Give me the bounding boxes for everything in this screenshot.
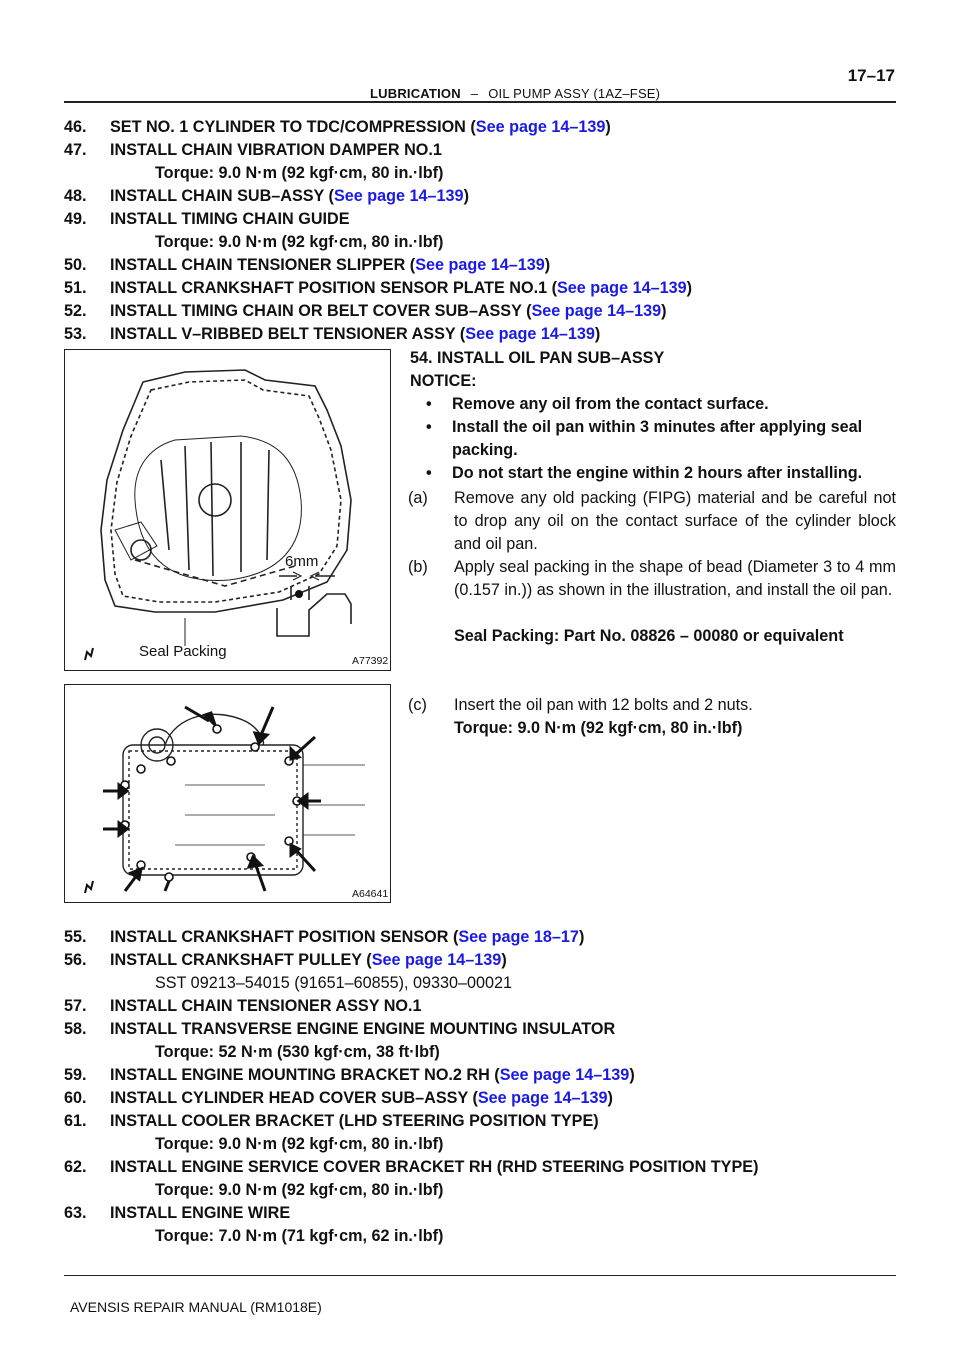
- step-63: 63. INSTALL ENGINE WIRE: [64, 1204, 291, 1222]
- see-page-link[interactable]: See page 14–139: [415, 256, 545, 274]
- notice-bullet-2: • Install the oil pan within 3 minutes after applying seal packing.: [426, 418, 863, 459]
- step-54-b: (b) Apply seal packing in the shape of bead (Diameter 3 to 4 mm (0.157 in.)) as shown in the illustration, and install the oil pan.: [408, 558, 896, 599]
- sst-56: SST 09213–54015 (91651–60855), 09330–00021: [155, 974, 513, 992]
- step-54-title: 54. INSTALL OIL PAN SUB–ASSY: [410, 349, 665, 367]
- figure-oil-pan-seal: [64, 349, 391, 671]
- torque-49: Torque: 9.0 N·m (92 kgf·cm, 80 in.·lbf): [155, 233, 444, 251]
- figure2-code: A64641: [352, 888, 389, 900]
- torque-62: Torque: 9.0 N·m (92 kgf·cm, 80 in.·lbf): [155, 1181, 444, 1199]
- see-page-link[interactable]: See page 14–139: [477, 1089, 608, 1107]
- oil-pan-bolts-diagram: [65, 685, 390, 902]
- see-page-link[interactable]: See page 14–139: [333, 187, 464, 205]
- step-52: 52. INSTALL TIMING CHAIN OR BELT COVER SUB–ASSY (See page 14–139): [64, 302, 667, 320]
- step-55: 55. INSTALL CRANKSHAFT POSITION SENSOR (See page 18–17): [64, 928, 585, 946]
- step-58: 58. INSTALL TRANSVERSE ENGINE ENGINE MOUNTING INSULATOR: [64, 1020, 616, 1038]
- step-54-a: (a) Remove any old packing (FIPG) material and be careful not to drop any oil on the contact surface of the cylinder block and oil pan.: [408, 489, 896, 553]
- seal-packing-spec: Seal Packing: Part No. 08826 – 00080 or equivalent: [454, 627, 844, 645]
- step-61: 61. INSTALL COOLER BRACKET (LHD STEERING POSITION TYPE): [64, 1112, 599, 1130]
- torque-54-c: Torque: 9.0 N·m (92 kgf·cm, 80 in.·lbf): [454, 719, 743, 737]
- step-59: 59. INSTALL ENGINE MOUNTING BRACKET NO.2 RH (See page 14–139): [64, 1066, 635, 1084]
- header-subtitle: OIL PUMP ASSY (1AZ–FSE): [488, 86, 661, 101]
- header-section: LUBRICATION: [370, 86, 461, 101]
- step-53: 53. INSTALL V–RIBBED BELT TENSIONER ASSY (See page 14–139): [64, 325, 601, 343]
- torque-63: Torque: 7.0 N·m (71 kgf·cm, 62 in.·lbf): [155, 1227, 444, 1245]
- notice-label: NOTICE:: [410, 372, 477, 390]
- page-number: 17–17: [847, 66, 895, 85]
- torque-58: Torque: 52 N·m (530 kgf·cm, 38 ft·lbf): [155, 1043, 440, 1061]
- step-48: 48. INSTALL CHAIN SUB–ASSY (See page 14–139): [64, 187, 469, 205]
- step-62: 62. INSTALL ENGINE SERVICE COVER BRACKET RH (RHD STEERING POSITION TYPE): [64, 1158, 759, 1176]
- step-47: 47. INSTALL CHAIN VIBRATION DAMPER NO.1: [64, 141, 442, 159]
- step-56: 56. INSTALL CRANKSHAFT PULLEY (See page 14–139): [64, 951, 507, 969]
- header-rule: [64, 101, 896, 103]
- see-page-link[interactable]: See page 18–17: [458, 928, 579, 946]
- notice-bullet-3: • Do not start the engine within 2 hours after installing.: [426, 464, 863, 482]
- see-page-link[interactable]: See page 14–139: [531, 302, 662, 320]
- see-page-link[interactable]: See page 14–139: [371, 951, 502, 969]
- torque-47: Torque: 9.0 N·m (92 kgf·cm, 80 in.·lbf): [155, 164, 444, 182]
- header-separator: –: [470, 86, 479, 101]
- step-50: 50. INSTALL CHAIN TENSIONER SLIPPER (See page 14–139): [64, 256, 551, 274]
- see-page-link[interactable]: See page 14–139: [499, 1066, 630, 1084]
- notice-bullet-1: • Remove any oil from the contact surface.: [426, 395, 769, 413]
- step-49: 49. INSTALL TIMING CHAIN GUIDE: [64, 210, 350, 228]
- footer-text: AVENSIS REPAIR MANUAL (RM1018E): [70, 1299, 322, 1315]
- step-51: 51. INSTALL CRANKSHAFT POSITION SENSOR PLATE NO.1 (See page 14–139): [64, 279, 692, 297]
- figure1-code: A77392: [352, 655, 389, 667]
- footer-rule: [64, 1275, 896, 1276]
- header-title: [370, 86, 660, 101]
- see-page-link[interactable]: See page 14–139: [475, 118, 606, 136]
- step-60: 60. INSTALL CYLINDER HEAD COVER SUB–ASSY (See page 14–139): [64, 1089, 613, 1107]
- torque-61: Torque: 9.0 N·m (92 kgf·cm, 80 in.·lbf): [155, 1135, 444, 1153]
- step-46: 46. SET NO. 1 CYLINDER TO TDC/COMPRESSION (See page 14–139): [64, 118, 611, 136]
- oil-pan-seal-diagram: [65, 350, 390, 670]
- see-page-link[interactable]: See page 14–139: [556, 279, 687, 297]
- see-page-link[interactable]: See page 14–139: [465, 325, 595, 343]
- figure1-seal-label: Seal Packing: [139, 643, 227, 660]
- figure1-dim-label: 6mm: [285, 553, 319, 570]
- step-57: 57. INSTALL CHAIN TENSIONER ASSY NO.1: [64, 997, 422, 1015]
- figure-oil-pan-bolts: [64, 684, 391, 903]
- step-54-c: (c) Insert the oil pan with 12 bolts and 2 nuts.: [408, 696, 753, 714]
